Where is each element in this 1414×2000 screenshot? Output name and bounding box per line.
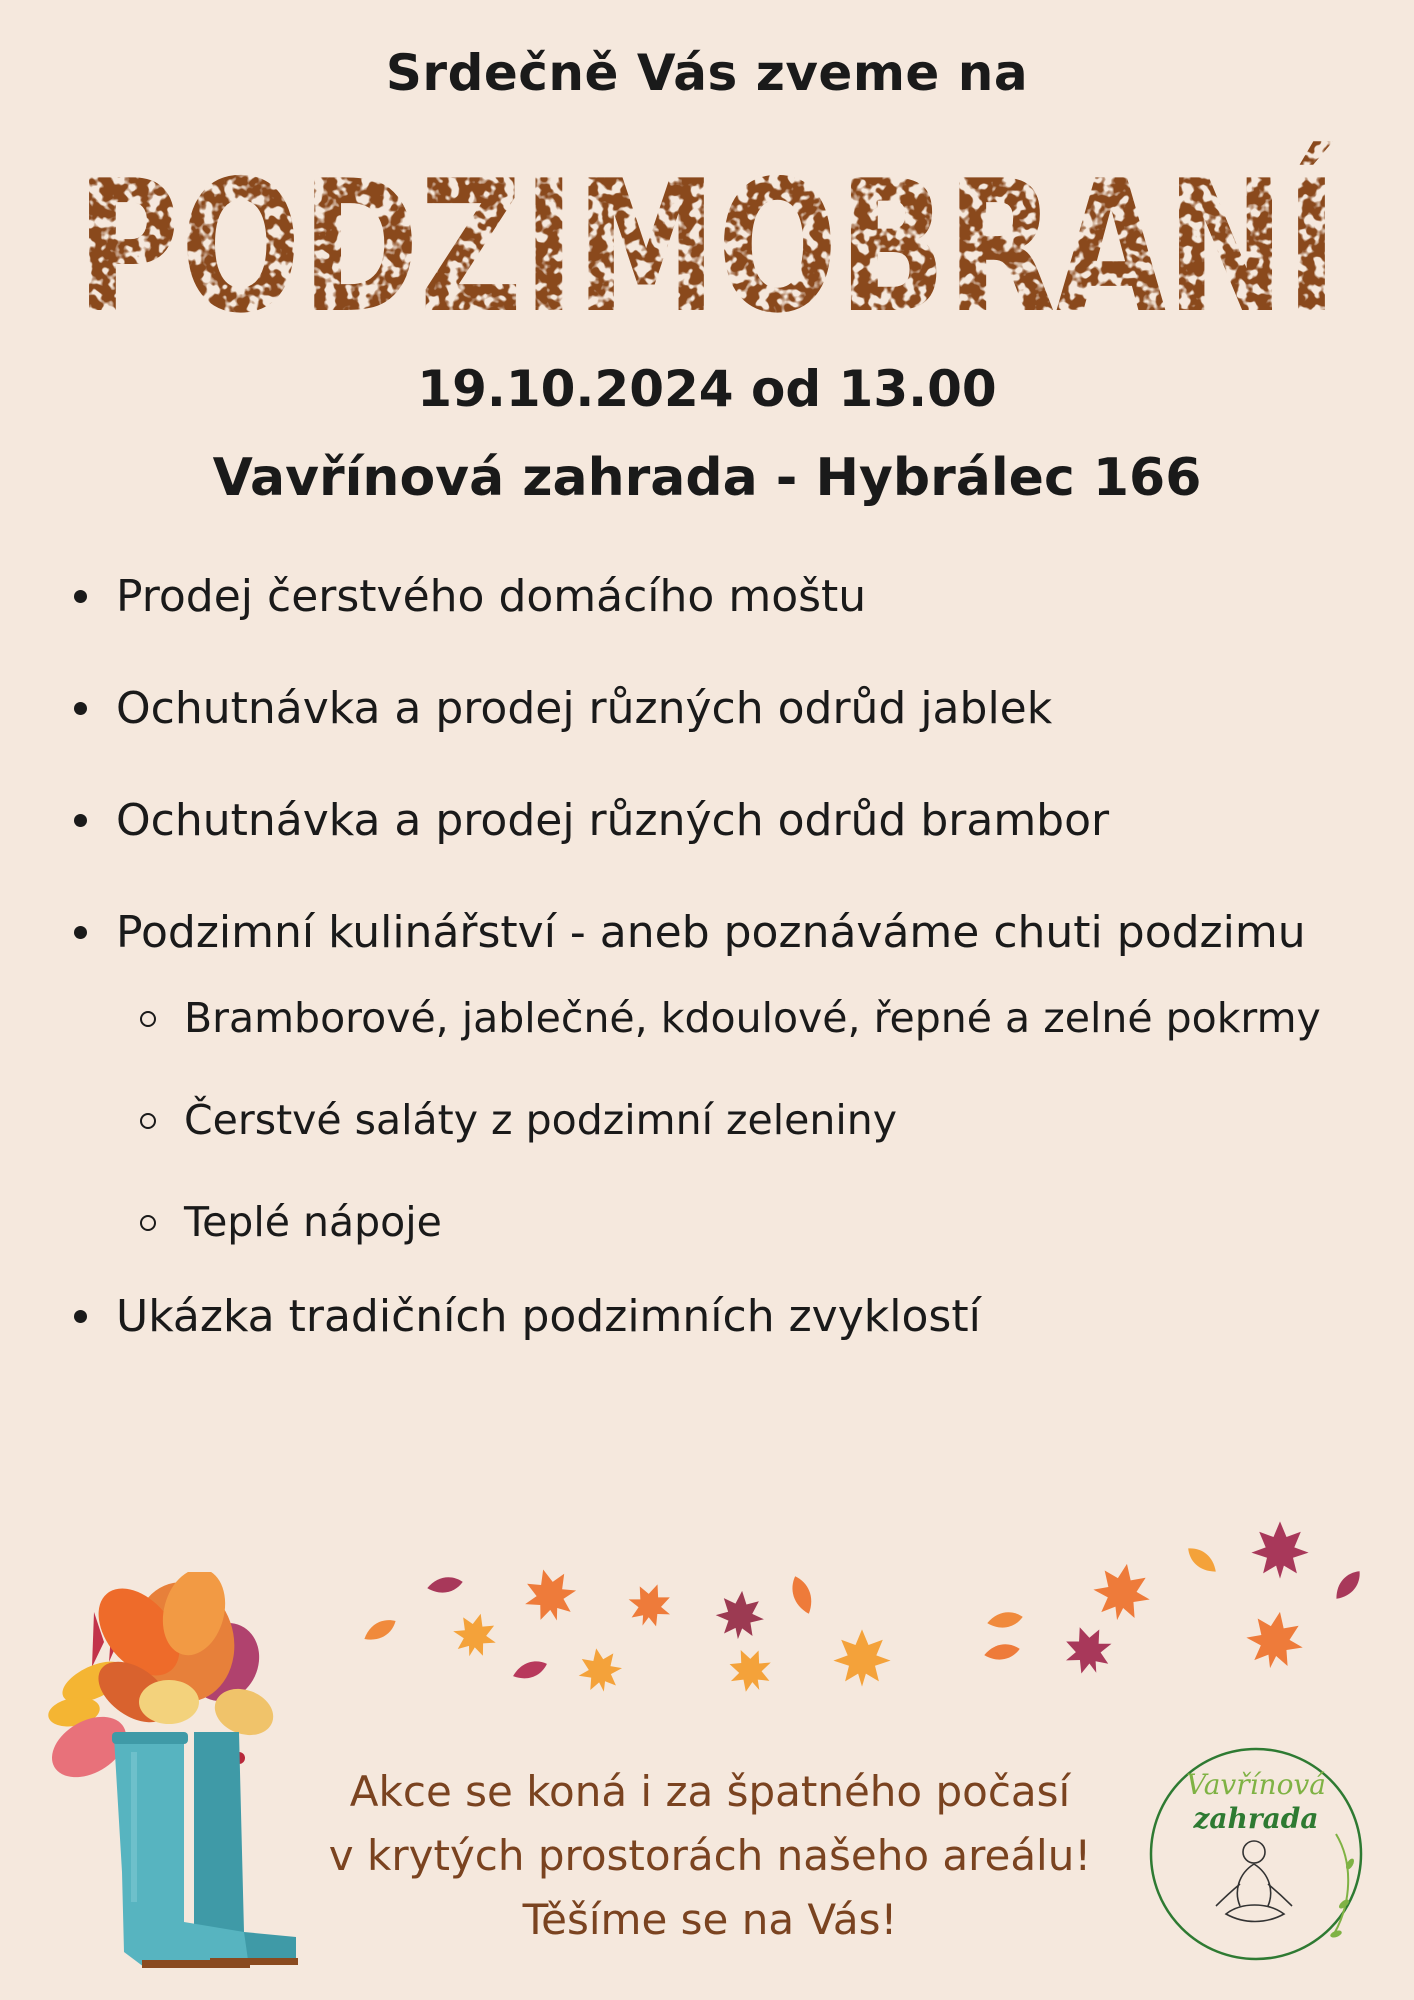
maple-leaf-icon <box>622 1577 678 1633</box>
leaf-icon <box>787 1573 816 1616</box>
maple-leaf-icon <box>448 1608 502 1662</box>
program-sub-item-text: Čerstvé saláty z podzimní zeleniny <box>184 1096 897 1144</box>
leaf-icon <box>1183 1543 1220 1578</box>
bullet-icon <box>74 814 87 827</box>
intro-text: Srdečně Vás zveme na <box>385 44 1029 102</box>
bullet-icon <box>74 926 87 939</box>
program-item-text: Podzimní kulinářství - aneb poznáváme chuti podzimu <box>116 907 1306 958</box>
leaf-icon <box>986 1610 1024 1631</box>
boots-icon <box>112 1732 298 1968</box>
maple-leaf-icon <box>575 1645 626 1696</box>
program-sub-item-text: Teplé nápoje <box>184 1198 442 1246</box>
sub-bullet-icon <box>140 1113 156 1129</box>
leaf-icon <box>983 1642 1021 1663</box>
footer-line: v krytých prostorách našeho areálu! <box>328 1831 1092 1880</box>
maple-leaf-icon <box>518 1563 583 1628</box>
program-item-text: Ochutnávka a prodej různých odrůd brambor <box>116 795 1110 846</box>
maple-leaf-icon <box>833 1629 890 1686</box>
event-title-text: PODZIMOBRANÍ <box>76 141 1338 338</box>
footer-note <box>290 1760 1130 1952</box>
program-sub-item-text: Bramborové, jablečné, kdoulové, řepné a zelné pokrmy <box>184 994 1321 1042</box>
program-item <box>70 898 1370 1252</box>
program-sub-list <box>116 988 1370 1252</box>
leaf-icon <box>511 1657 550 1683</box>
program-sub-item <box>116 1090 1370 1150</box>
bullet-icon <box>74 702 87 715</box>
maple-leaf-icon <box>1089 1559 1155 1625</box>
program-item-text: Ochutnávka a prodej různých odrůd jablek <box>116 683 1053 734</box>
sub-bullet-icon <box>140 1011 156 1027</box>
program-sub-item <box>116 1192 1370 1252</box>
logo-line: zahrada <box>1193 1802 1319 1835</box>
leaf-icon <box>426 1575 464 1596</box>
maple-leaf-icon <box>1057 1619 1119 1681</box>
leaf-icon <box>1331 1566 1366 1603</box>
sub-bullet-icon <box>140 1215 156 1231</box>
program-item <box>70 674 1370 744</box>
program-item-text: Prodej čerstvého domácího moštu <box>116 571 867 622</box>
meditating-figure-icon <box>1216 1841 1292 1922</box>
vavrinova-zahrada-logo <box>1136 1734 1376 1974</box>
event-title <box>70 118 1344 338</box>
event-place: Vavřínová zahrada - Hybrálec 166 <box>212 448 1202 508</box>
footer-line: Těšíme se na Vás! <box>522 1895 898 1944</box>
logo-line: Vavřínová <box>1186 1768 1326 1801</box>
maple-leaf-icon <box>1251 1521 1308 1578</box>
program-sub-item <box>116 988 1370 1048</box>
event-date-time: 19.10.2024 od 13.00 <box>417 360 997 418</box>
maple-leaf-icon <box>1242 1607 1308 1673</box>
footer-line: Akce se koná i za špatného počasí <box>349 1767 1071 1816</box>
program-item-text: Ukázka tradičních podzimních zvyklostí <box>116 1291 981 1342</box>
falling-leaves-illustration <box>340 1510 1380 1720</box>
bullet-icon <box>74 1310 87 1323</box>
program-list <box>70 562 1370 1394</box>
leaf-icon <box>361 1615 400 1646</box>
maple-leaf-icon <box>714 1589 766 1641</box>
program-item <box>70 562 1370 632</box>
bullet-icon <box>74 590 87 603</box>
maple-leaf-icon <box>721 1641 779 1699</box>
program-item <box>70 786 1370 856</box>
program-item <box>70 1282 1370 1352</box>
